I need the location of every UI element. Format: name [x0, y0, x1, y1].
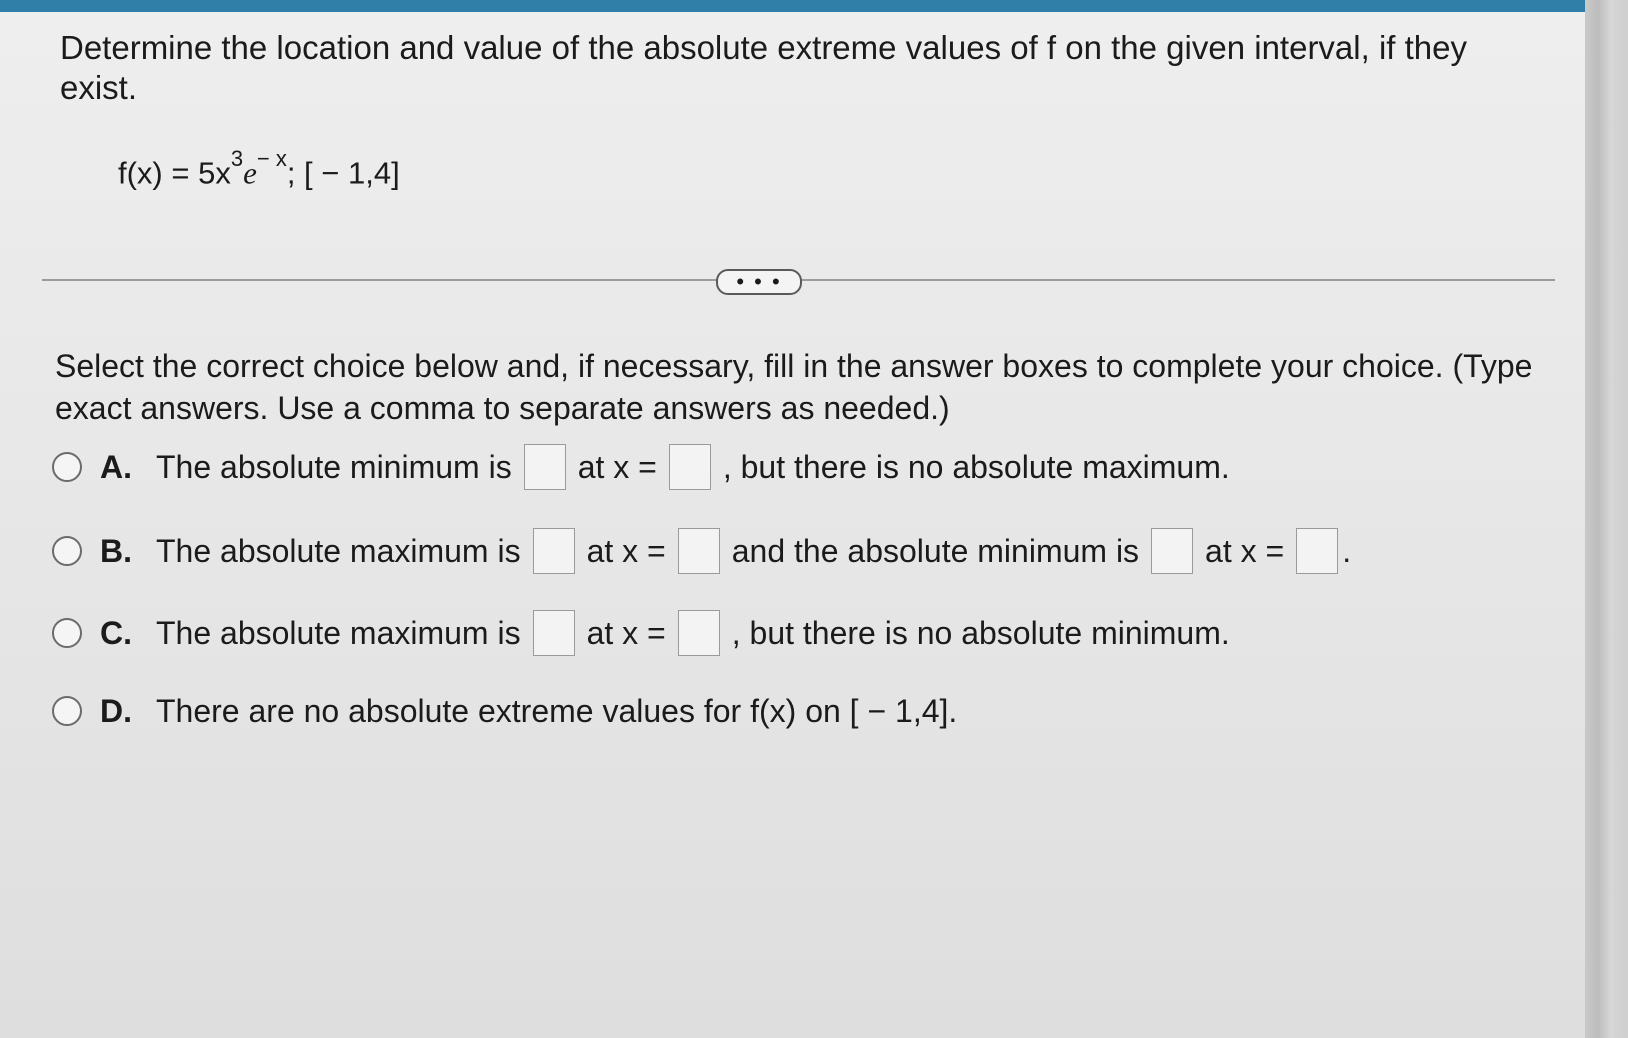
choice-b-max-value-input[interactable] — [533, 528, 575, 574]
choice-c-letter: C. — [100, 614, 132, 651]
choice-b-text-1: The absolute maximum is — [156, 532, 521, 569]
choice-b-text-2: at x = — [586, 532, 666, 569]
choice-c-text-3: , but there is no absolute minimum. — [731, 614, 1230, 651]
choice-a-min-value-input[interactable] — [524, 444, 566, 490]
formula-lhs: f(x) = 5x — [118, 155, 231, 191]
choice-b-min-value-input[interactable] — [1151, 528, 1193, 574]
function-formula — [118, 146, 400, 191]
choice-d-text-1: There are no absolute extreme values for f(x) on [ − 1,4]. — [156, 692, 958, 729]
choice-a-text-2: at x = — [577, 448, 657, 485]
radio-d[interactable] — [52, 696, 82, 726]
choice-c-text-1: The absolute maximum is — [156, 614, 521, 651]
right-edge — [1585, 0, 1628, 1038]
instructions-text: Select the correct choice below and, if necessary, fill in the answer boxes to complete your choice. (Type exact answers. Use a comma to separate answers as needed.) — [55, 348, 1533, 426]
choice-a[interactable] — [52, 442, 1230, 492]
choice-b-max-x-input[interactable] — [678, 528, 720, 574]
choice-a-text-1: The absolute minimum is — [156, 448, 512, 485]
radio-c[interactable] — [52, 618, 82, 648]
choice-d[interactable] — [52, 686, 957, 736]
radio-a[interactable] — [52, 452, 82, 482]
choice-a-letter: A. — [100, 448, 132, 485]
choice-b-text-4: at x = — [1205, 532, 1285, 569]
formula-interval: ; [ − 1,4] — [286, 155, 400, 191]
choice-b-min-x-input[interactable] — [1296, 528, 1338, 574]
top-accent-bar — [0, 0, 1585, 12]
choice-c-x-input[interactable] — [678, 610, 720, 656]
formula-exponent-3: 3 — [230, 146, 244, 171]
choice-a-text-3: , but there is no absolute maximum. — [722, 448, 1230, 485]
choice-d-letter: D. — [100, 692, 132, 729]
choice-c-max-value-input[interactable] — [533, 610, 575, 656]
formula-e: e — [243, 155, 257, 191]
choice-c[interactable] — [52, 608, 1230, 658]
choice-b-letter: B. — [100, 532, 132, 569]
choice-b[interactable] — [52, 526, 1351, 576]
choice-a-x-input[interactable] — [669, 444, 711, 490]
radio-b[interactable] — [52, 536, 82, 566]
choice-b-text-5: . — [1342, 532, 1352, 569]
choice-b-text-3: and the absolute minimum is — [731, 532, 1140, 569]
formula-exponent-neg-x: − x — [256, 146, 287, 171]
more-options-button[interactable]: • • • — [716, 269, 802, 295]
choice-c-text-2: at x = — [586, 614, 666, 651]
question-text: Determine the location and value of the absolute extreme values of f on the given interval, if they exist. — [60, 29, 1467, 106]
